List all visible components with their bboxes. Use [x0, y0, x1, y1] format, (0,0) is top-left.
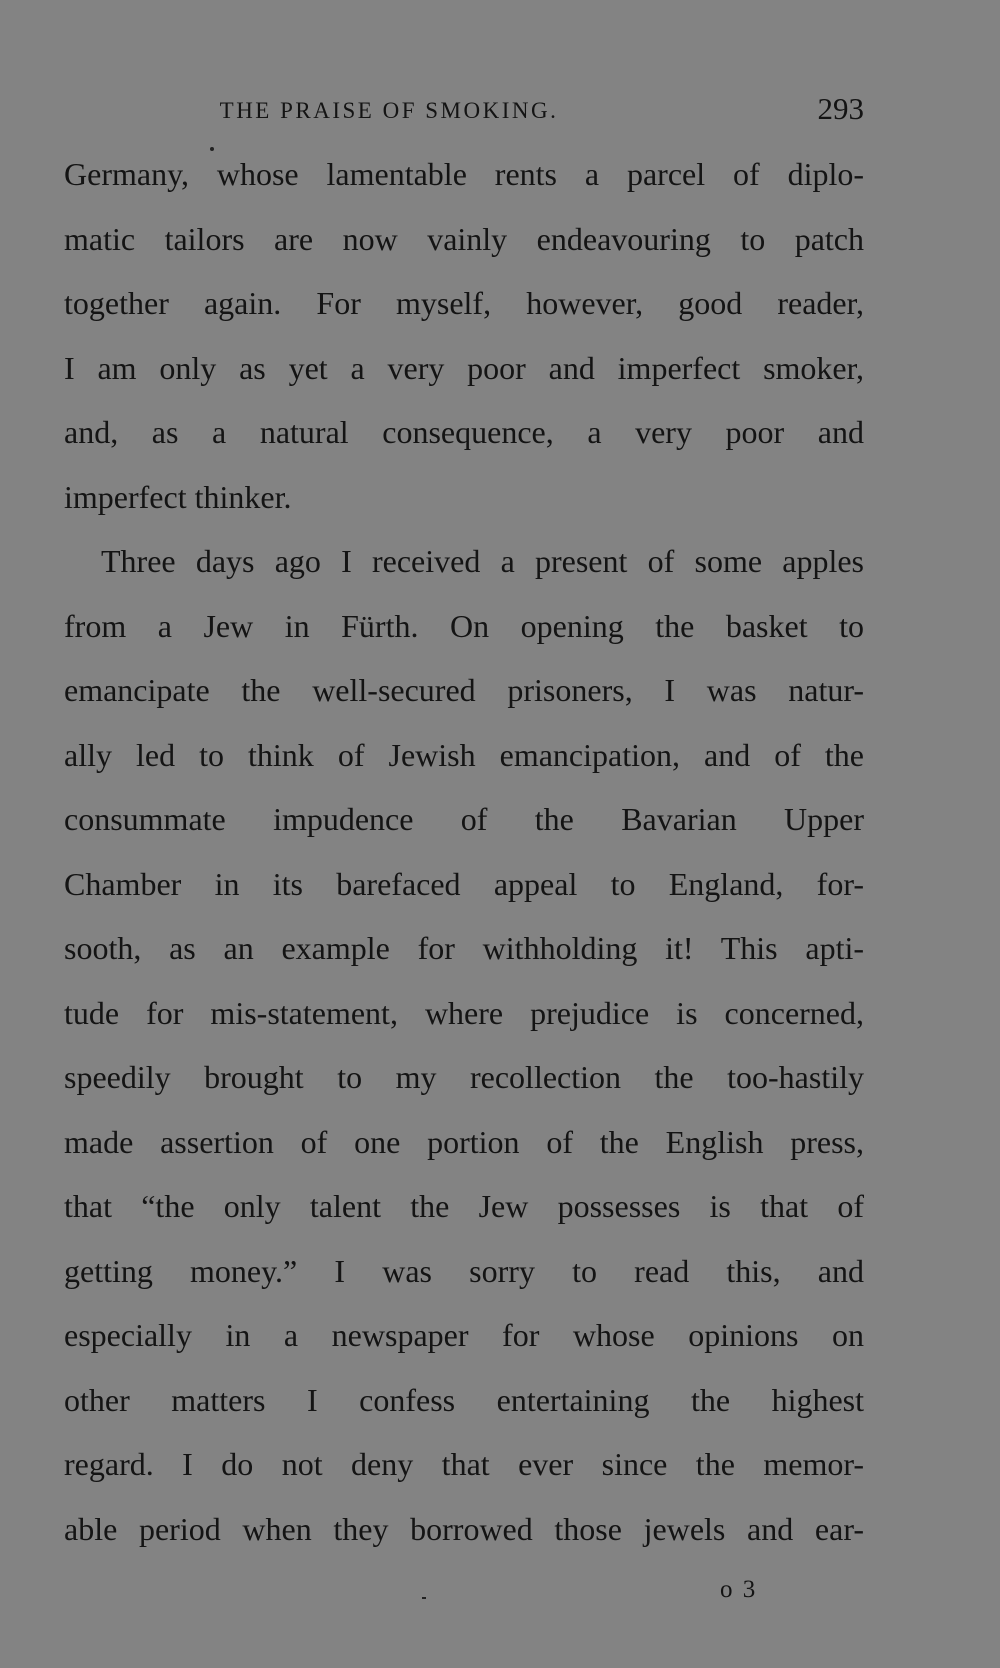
text-line: from a Jew in Fürth. On opening the basket to	[64, 607, 864, 644]
text-line: I am only as yet a very poor and imperfect smoker,	[64, 349, 864, 386]
text-line: ally led to think of Jewish emancipation, and of the	[64, 736, 864, 773]
text-line: Three days ago I received a present of some apples	[101, 543, 864, 579]
ink-speck	[422, 1597, 426, 1599]
text-line: matic tailors are now vainly endeavouring to patch	[64, 220, 864, 257]
running-head	[64, 92, 864, 132]
text-line: Chamber in its barefaced appeal to England, for-	[64, 865, 864, 902]
text-line: and, as a natural consequence, a very poor and	[64, 414, 864, 450]
signature-mark: o 3	[720, 1576, 758, 1603]
text-line: emancipate the well-secured prisoners, I was natur-	[64, 672, 864, 708]
text-line: other matters I confess entertaining the highest	[64, 1381, 864, 1418]
text-line: getting money.” I was sorry to read this, and	[64, 1252, 864, 1289]
text-line: tude for mis-statement, where prejudice is concerned,	[64, 994, 864, 1031]
running-title: THE PRAISE OF SMOKING.	[219, 98, 559, 123]
text-line: able period when they borrowed those jewels and ear-	[64, 1510, 864, 1547]
text-line: sooth, as an example for withholding it! This apti-	[64, 930, 864, 966]
text-line: especially in a newspaper for whose opinions on	[64, 1317, 864, 1353]
page-number: 293	[817, 91, 864, 126]
text-line: that “the only talent the Jew possesses is that of	[64, 1188, 864, 1224]
body-text	[64, 142, 864, 1561]
text-line: Germany, whose lamentable rents a parcel of diplo-	[64, 156, 864, 192]
text-line: made assertion of one portion of the English press,	[64, 1123, 864, 1160]
text-line: regard. I do not deny that ever since the memor-	[64, 1446, 864, 1482]
text-line: together again. For myself, however, good reader,	[64, 285, 864, 321]
text-line: imperfect thinker.	[64, 478, 292, 515]
text-line: speedily brought to my recollection the too-hastily	[64, 1059, 864, 1095]
text-line: consummate impudence of the Bavarian Upper	[64, 801, 864, 837]
